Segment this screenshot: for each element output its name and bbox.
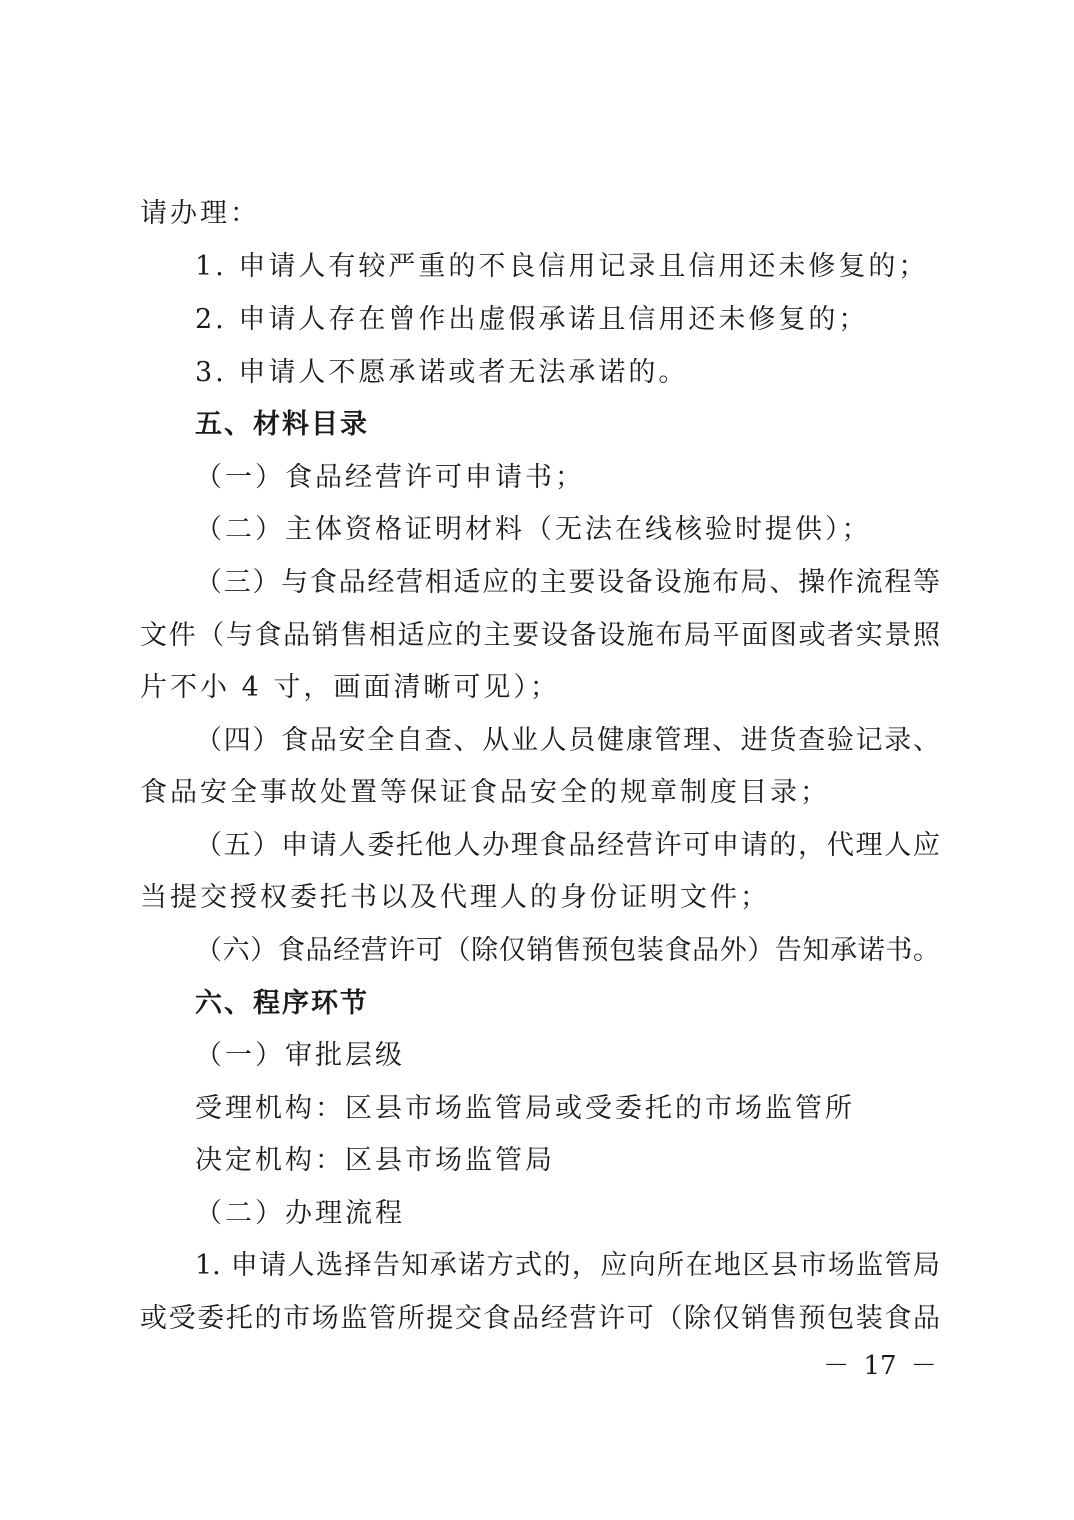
section-heading-materials: 五、材料目录 (195, 409, 369, 440)
subsection-process: （二）办理流程 (195, 1198, 405, 1229)
deciding-agency: 决定机构：区县市场监管局 (195, 1145, 555, 1176)
material-item-2: （二）主体资格证明材料（无法在线核验时提供）； (195, 514, 872, 545)
material-item-5-line-1: （五）申请人委托他人办理食品经营许可申请的，代理人应 (195, 830, 940, 861)
process-step-1-line-1: 1. 申请人选择告知承诺方式的，应向所在地区县市场监管局 (195, 1250, 940, 1281)
material-item-3-line-3: 片不小 4 寸，画面清晰可见）； (140, 672, 560, 703)
material-item-4-line-1: （四）食品安全自查、从业人员健康管理、进货查验记录、 (195, 725, 940, 756)
accepting-agency: 受理机构：区县市场监管局或受委托的市场监管所 (195, 1093, 855, 1124)
list-item-2: 2. 申请人存在曾作出虚假承诺且信用还未修复的； (195, 304, 869, 335)
material-item-4-line-2: 食品安全事故处置等保证食品安全的规章制度目录； (140, 777, 830, 808)
material-item-6: （六）食品经营许可（除仅销售预包装食品外）告知承诺书。 (195, 935, 940, 966)
process-step-1-line-2: 或受委托的市场监管所提交食品经营许可（除仅销售预包装食品 (140, 1303, 940, 1334)
material-item-1: （一）食品经营许可申请书； (195, 462, 585, 493)
text-line-1: 请办理： (140, 198, 260, 229)
list-item-3: 3. 申请人不愿承诺或者无法承诺的。 (195, 357, 689, 388)
material-item-3-line-2: 文件（与食品销售相适应的主要设备设施布局平面图或者实景照 (140, 620, 940, 651)
subsection-approval-level: （一）审批层级 (195, 1040, 405, 1071)
page-number: － 17 － (823, 1351, 937, 1381)
list-item-1: 1. 申请人有较严重的不良信用记录且信用还未修复的； (195, 251, 929, 282)
material-item-5-line-2: 当提交授权委托书以及代理人的身份证明文件； (140, 882, 770, 913)
material-item-3-line-1: （三）与食品经营相适应的主要设备设施布局、操作流程等 (195, 567, 940, 598)
section-heading-procedure: 六、程序环节 (195, 988, 369, 1019)
